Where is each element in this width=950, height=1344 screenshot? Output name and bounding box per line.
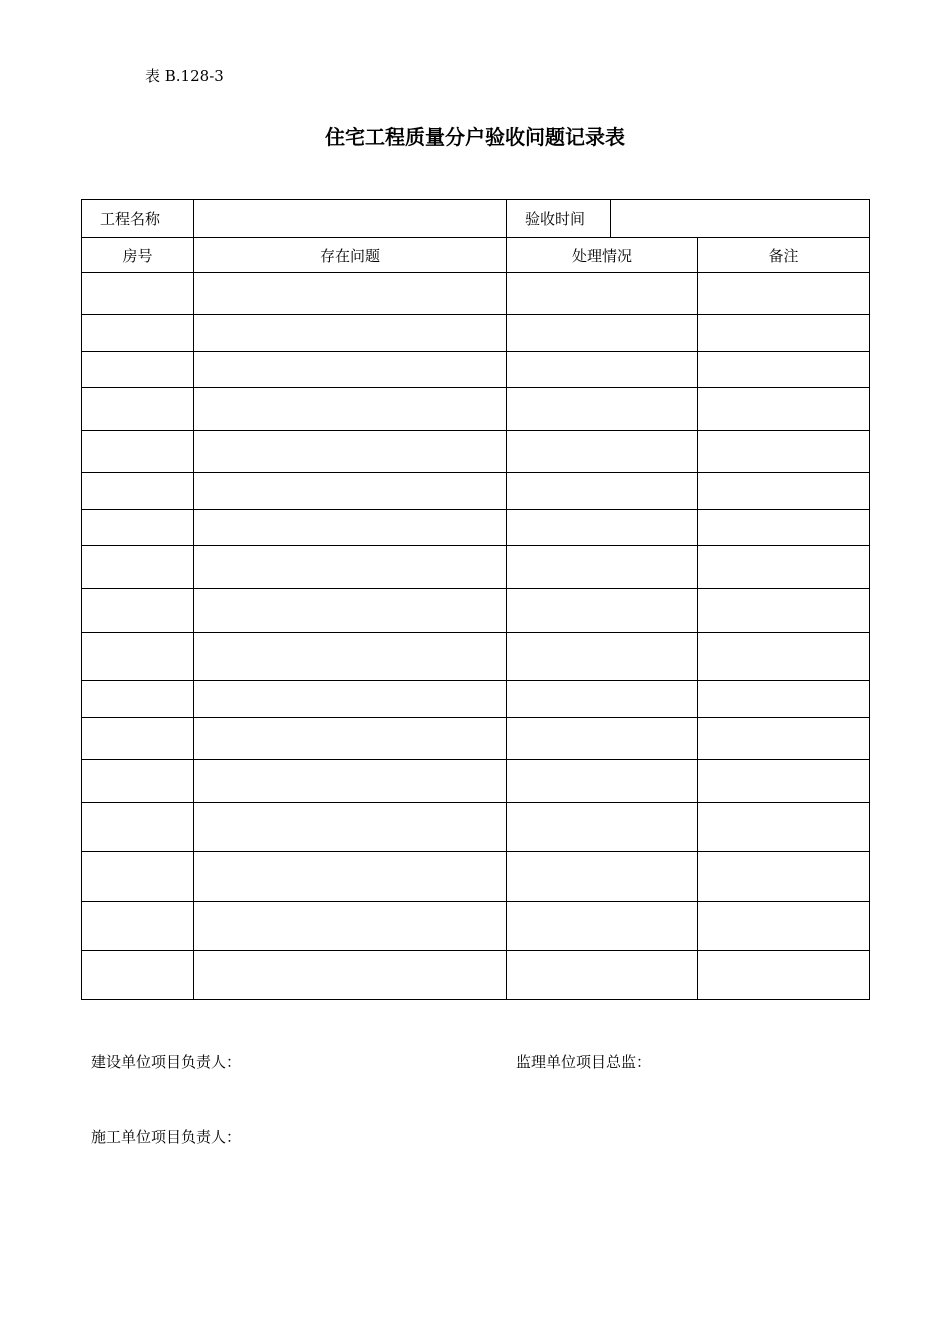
handling-cell[interactable] <box>507 633 698 681</box>
room-number-cell[interactable] <box>82 718 194 760</box>
table-row <box>82 951 870 1000</box>
table-row <box>82 273 870 315</box>
handling-cell[interactable] <box>507 388 698 431</box>
remarks-cell[interactable] <box>698 951 870 1000</box>
issue-cell[interactable] <box>194 803 507 852</box>
table-row <box>82 633 870 681</box>
acceptance-time-label: 验收时间 <box>507 200 611 238</box>
room-number-cell[interactable] <box>82 902 194 951</box>
issue-cell[interactable] <box>194 589 507 633</box>
room-number-cell[interactable] <box>82 852 194 902</box>
room-number-cell[interactable] <box>82 315 194 352</box>
contractor-signature-label: 施工单位项目负责人： <box>91 1128 242 1146</box>
handling-cell[interactable] <box>507 315 698 352</box>
remarks-cell[interactable] <box>698 589 870 633</box>
inspection-record-table <box>81 199 870 1000</box>
column-header-room-number: 房号 <box>82 238 194 273</box>
remarks-cell[interactable] <box>698 681 870 718</box>
remarks-cell[interactable] <box>698 852 870 902</box>
handling-cell[interactable] <box>507 273 698 315</box>
room-number-cell[interactable] <box>82 803 194 852</box>
room-number-cell[interactable] <box>82 431 194 473</box>
issue-cell[interactable] <box>194 315 507 352</box>
project-name-field[interactable] <box>194 200 507 238</box>
table-row <box>82 315 870 352</box>
acceptance-time-field[interactable] <box>611 200 870 238</box>
remarks-cell[interactable] <box>698 473 870 510</box>
remarks-cell[interactable] <box>698 352 870 388</box>
handling-cell[interactable] <box>507 852 698 902</box>
room-number-cell[interactable] <box>82 951 194 1000</box>
handling-cell[interactable] <box>507 546 698 589</box>
project-name-label: 工程名称 <box>82 200 194 238</box>
header-row <box>82 238 870 273</box>
issue-cell[interactable] <box>194 633 507 681</box>
column-header-remarks: 备注 <box>698 238 870 273</box>
table-row <box>82 589 870 633</box>
room-number-cell[interactable] <box>82 473 194 510</box>
issue-cell[interactable] <box>194 431 507 473</box>
handling-cell[interactable] <box>507 902 698 951</box>
table-row <box>82 902 870 951</box>
handling-cell[interactable] <box>507 718 698 760</box>
table-row <box>82 852 870 902</box>
builder-signature-label: 建设单位项目负责人： <box>91 1053 242 1071</box>
room-number-cell[interactable] <box>82 352 194 388</box>
remarks-cell[interactable] <box>698 388 870 431</box>
room-number-cell[interactable] <box>82 273 194 315</box>
issue-cell[interactable] <box>194 852 507 902</box>
table-row <box>82 510 870 546</box>
handling-cell[interactable] <box>507 803 698 852</box>
issue-cell[interactable] <box>194 718 507 760</box>
room-number-cell[interactable] <box>82 633 194 681</box>
room-number-cell[interactable] <box>82 589 194 633</box>
issue-cell[interactable] <box>194 510 507 546</box>
handling-cell[interactable] <box>507 589 698 633</box>
issue-cell[interactable] <box>194 902 507 951</box>
issue-cell[interactable] <box>194 681 507 718</box>
handling-cell[interactable] <box>507 510 698 546</box>
table-row <box>82 388 870 431</box>
handling-cell[interactable] <box>507 473 698 510</box>
remarks-cell[interactable] <box>698 902 870 951</box>
issue-cell[interactable] <box>194 388 507 431</box>
remarks-cell[interactable] <box>698 633 870 681</box>
table-row <box>82 546 870 589</box>
room-number-cell[interactable] <box>82 546 194 589</box>
room-number-cell[interactable] <box>82 388 194 431</box>
remarks-cell[interactable] <box>698 273 870 315</box>
table-row <box>82 681 870 718</box>
info-row <box>82 200 870 238</box>
table-row <box>82 352 870 388</box>
table-row <box>82 760 870 803</box>
column-header-handling: 处理情况 <box>507 238 698 273</box>
remarks-cell[interactable] <box>698 760 870 803</box>
handling-cell[interactable] <box>507 760 698 803</box>
remarks-cell[interactable] <box>698 546 870 589</box>
issue-cell[interactable] <box>194 760 507 803</box>
issue-cell[interactable] <box>194 273 507 315</box>
handling-cell[interactable] <box>507 951 698 1000</box>
table-row <box>82 431 870 473</box>
supervisor-signature-label: 监理单位项目总监： <box>516 1053 652 1071</box>
issue-cell[interactable] <box>194 473 507 510</box>
issue-cell[interactable] <box>194 546 507 589</box>
room-number-cell[interactable] <box>82 681 194 718</box>
form-code: 表 B.128-3 <box>145 67 224 85</box>
room-number-cell[interactable] <box>82 760 194 803</box>
document-title: 住宅工程质量分户验收问题记录表 <box>325 125 625 149</box>
room-number-cell[interactable] <box>82 510 194 546</box>
handling-cell[interactable] <box>507 431 698 473</box>
handling-cell[interactable] <box>507 681 698 718</box>
remarks-cell[interactable] <box>698 718 870 760</box>
remarks-cell[interactable] <box>698 803 870 852</box>
table-row <box>82 718 870 760</box>
issue-cell[interactable] <box>194 951 507 1000</box>
remarks-cell[interactable] <box>698 315 870 352</box>
remarks-cell[interactable] <box>698 431 870 473</box>
remarks-cell[interactable] <box>698 510 870 546</box>
column-header-issues: 存在问题 <box>194 238 507 273</box>
table-row <box>82 473 870 510</box>
table-row <box>82 803 870 852</box>
handling-cell[interactable] <box>507 352 698 388</box>
issue-cell[interactable] <box>194 352 507 388</box>
